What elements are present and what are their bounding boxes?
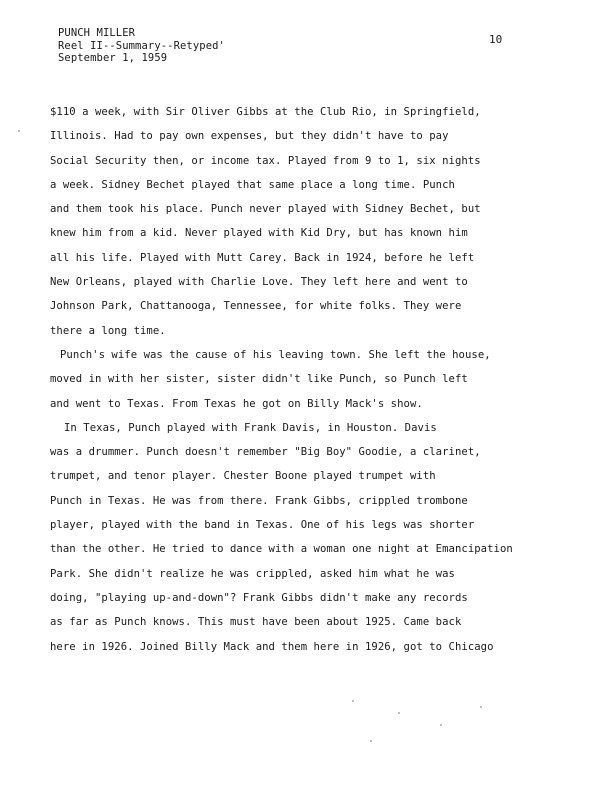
text-line: Punch's wife was the cause of his leaving town. She left the house, xyxy=(60,348,491,361)
text-line: Social Security then, or income tax. Played from 9 to 1, six nights xyxy=(50,154,481,167)
page-number: 10 xyxy=(489,33,503,46)
text-line: player, played with the band in Texas. One of his legs was shorter xyxy=(50,519,475,532)
document-header xyxy=(58,27,225,65)
text-line: here in 1926. Joined Billy Mack and them here in 1926, got to Chicago xyxy=(50,640,494,653)
text-line: a week. Sidney Bechet played that same place a long time. Punch xyxy=(50,178,455,191)
text-line: as far as Punch knows. This must have been about 1925. Came back xyxy=(50,616,462,629)
text-line: there a long time. xyxy=(50,324,166,337)
text-line: all his life. Played with Mutt Carey. Back in 1924, before he left xyxy=(50,251,475,264)
text-line: In Texas, Punch played with Frank Davis, in Houston. Davis xyxy=(64,421,437,434)
scan-speck xyxy=(18,130,20,132)
text-line: New Orleans, played with Charlie Love. They left here and went to xyxy=(50,276,468,289)
body-text xyxy=(50,100,590,659)
scan-speck xyxy=(440,724,442,726)
scan-speck xyxy=(352,700,354,702)
text-line: and them took his place. Punch never played with Sidney Bechet, but xyxy=(50,203,481,216)
text-line: trumpet, and tenor player. Chester Boone played trumpet with xyxy=(50,470,436,483)
text-line: was a drummer. Punch doesn't remember "Big Boy" Goodie, a clarinet, xyxy=(50,446,481,459)
text-line: knew him from a kid. Never played with Kid Dry, but has known him xyxy=(50,227,468,240)
text-line: Illinois. Had to pay own expenses, but they didn't have to pay xyxy=(50,130,449,143)
scan-speck xyxy=(480,706,482,708)
text-line: Johnson Park, Chattanooga, Tennessee, for white folks. They were xyxy=(50,300,462,313)
text-line: moved in with her sister, sister didn't like Punch, so Punch left xyxy=(50,373,468,386)
header-subject: PUNCH MILLER xyxy=(58,27,136,39)
text-line: doing, "playing up-and-down"? Frank Gibbs didn't make any records xyxy=(50,591,468,604)
header-reel: Reel II--Summary--Retyped' xyxy=(58,39,225,52)
scan-speck xyxy=(398,712,400,714)
text-line: Punch in Texas. He was from there. Frank Gibbs, crippled trombone xyxy=(50,494,468,507)
text-line: than the other. He tried to dance with a woman one night at Emancipation xyxy=(50,543,513,556)
text-line: Park. She didn't realize he was crippled, asked him what he was xyxy=(50,567,455,580)
scan-speck xyxy=(370,740,372,742)
text-line: and went to Texas. From Texas he got on Billy Mack's show. xyxy=(50,397,423,410)
header-date: September 1, 1959 xyxy=(58,52,168,64)
text-line: $110 a week, with Sir Oliver Gibbs at the Club Rio, in Springfield, xyxy=(50,106,481,118)
